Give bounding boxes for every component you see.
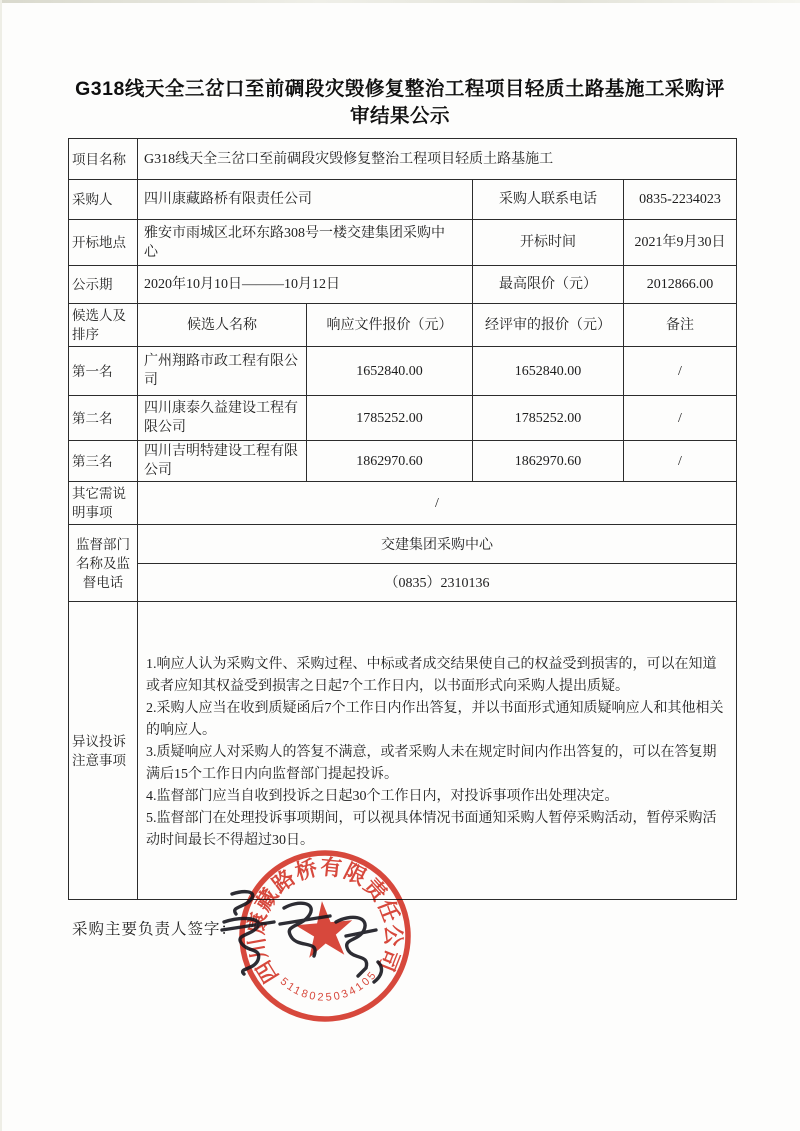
candidate-3-doc-price: 1862970.60 (306, 441, 472, 481)
objection-text (146, 654, 728, 852)
purchaser-label: 采购人 (72, 192, 113, 207)
candidate-3-remark: / (623, 441, 736, 481)
candidate-1-name: 广州翔路市政工程有限公司 (137, 347, 306, 395)
other-notes-value: / (137, 482, 736, 524)
bid-open-time-value: 2021年9月30日 (623, 220, 736, 265)
bid-open-place-label: 开标地点 (72, 235, 126, 250)
max-price-value: 2012866.00 (623, 266, 736, 303)
project-value: G318线天全三岔口至前碉段灾毁修复整治工程项目轻质土路基施工 (137, 139, 736, 179)
candidate-3-rank: 第三名 (72, 453, 113, 469)
supervision-label: 监督部门名称及监督电话 (76, 536, 130, 590)
candidate-1-reviewed-price: 1652840.00 (472, 347, 623, 395)
supervision-dept: 交建集团采购中心 (381, 537, 493, 553)
project-label: 项目名称 (72, 151, 126, 167)
page-title (60, 76, 740, 130)
candidates-rank-header: 候选人及排序 (72, 308, 126, 342)
supervision-values (137, 525, 736, 601)
purchaser-phone-label: 采购人联系电话 (472, 180, 623, 219)
table-row-purchaser (69, 179, 736, 219)
table-row-candidate-2 (69, 395, 736, 440)
table-row-publicity (69, 265, 736, 303)
candidate-3-name: 四川吉明特建设工程有限公司 (137, 441, 306, 481)
seal-company-text: 四川康藏路桥有限责任公司 (244, 854, 406, 988)
candidate-2-reviewed-price: 1785252.00 (472, 396, 623, 440)
candidate-3-reviewed-price: 1862970.60 (472, 441, 623, 481)
bid-open-time-label: 开标时间 (472, 220, 623, 265)
page-title-line2: 审结果公示 (349, 105, 450, 127)
table-row-supervision (69, 524, 736, 601)
candidate-1-remark: / (623, 347, 736, 395)
table-row-other-notes (69, 481, 736, 524)
scan-edge-top (0, 0, 800, 3)
objection-item-4: 4.监督部门应当自收到投诉之日起30个工作日内，对投诉事项作出处理决定。 (146, 788, 619, 804)
purchaser-value: 四川康藏路桥有限责任公司 (137, 180, 472, 219)
table-row-candidate-1 (69, 346, 736, 395)
objection-item-1: 1.响应人认为采购文件、采购过程、中标或者成交结果使自己的权益受到损害的，可以在知道或者应知其权益受到损害之日起7个工作日内，以书面形式向采购人提出质疑。 (146, 656, 717, 694)
objection-label: 异议投诉注意事项 (72, 733, 126, 768)
result-table (68, 138, 737, 900)
candidate-1-rank: 第一名 (72, 363, 113, 379)
table-row-candidates-header (69, 303, 736, 346)
scan-edge-left (0, 0, 2, 1131)
table-row-bid-open (69, 219, 736, 265)
candidates-reviewed-price-header: 经评审的报价（元） (472, 304, 623, 346)
objection-item-2: 2.采购人应当在收到质疑函后7个工作日内作出答复，并以书面形式通知质疑响应人和其他相关的响应人。 (146, 700, 724, 738)
sign-label: 采购主要负责人签字： (72, 921, 238, 938)
candidate-2-doc-price: 1785252.00 (306, 396, 472, 440)
other-notes-label: 其它需说明事项 (72, 486, 126, 520)
candidates-remark-header: 备注 (623, 304, 736, 346)
candidate-2-name: 四川康泰久益建设工程有限公司 (137, 396, 306, 440)
candidates-doc-price-header: 响应文件报价（元） (306, 304, 472, 346)
page-title-line1: G318线天全三岔口至前碉段灾毁修复整治工程项目轻质土路基施工采购评 (75, 78, 725, 100)
bid-open-place-value: 雅安市雨城区北环东路308号一楼交建集团采购中心 (137, 220, 472, 265)
objection-item-5: 5.监督部门在处理投诉事项期间，可以视具体情况书面通知采购人暂停采购活动，暂停采购活动时间最长不得超过30日。 (146, 810, 717, 848)
candidates-name-header: 候选人名称 (137, 304, 306, 346)
table-row-project (69, 139, 736, 179)
publicity-value: 2020年10月10日———10月12日 (137, 266, 472, 303)
supervision-phone: （0835）2310136 (138, 563, 736, 602)
purchaser-phone-value: 0835-2234023 (623, 180, 736, 219)
signature-scribble (218, 878, 403, 988)
candidate-2-rank: 第二名 (72, 410, 113, 426)
candidate-1-doc-price: 1652840.00 (306, 347, 472, 395)
publicity-label: 公示期 (72, 277, 113, 292)
table-row-candidate-3 (69, 440, 736, 481)
candidate-2-remark: / (623, 396, 736, 440)
seal-number-text: 5118025034105 (277, 968, 381, 1004)
max-price-label: 最高限价（元） (472, 266, 623, 303)
objection-item-3: 3.质疑响应人对采购人的答复不满意，或者采购人未在规定时间内作出答复的，可以在答复期满后15个工作日内向监督部门提起投诉。 (146, 744, 717, 782)
